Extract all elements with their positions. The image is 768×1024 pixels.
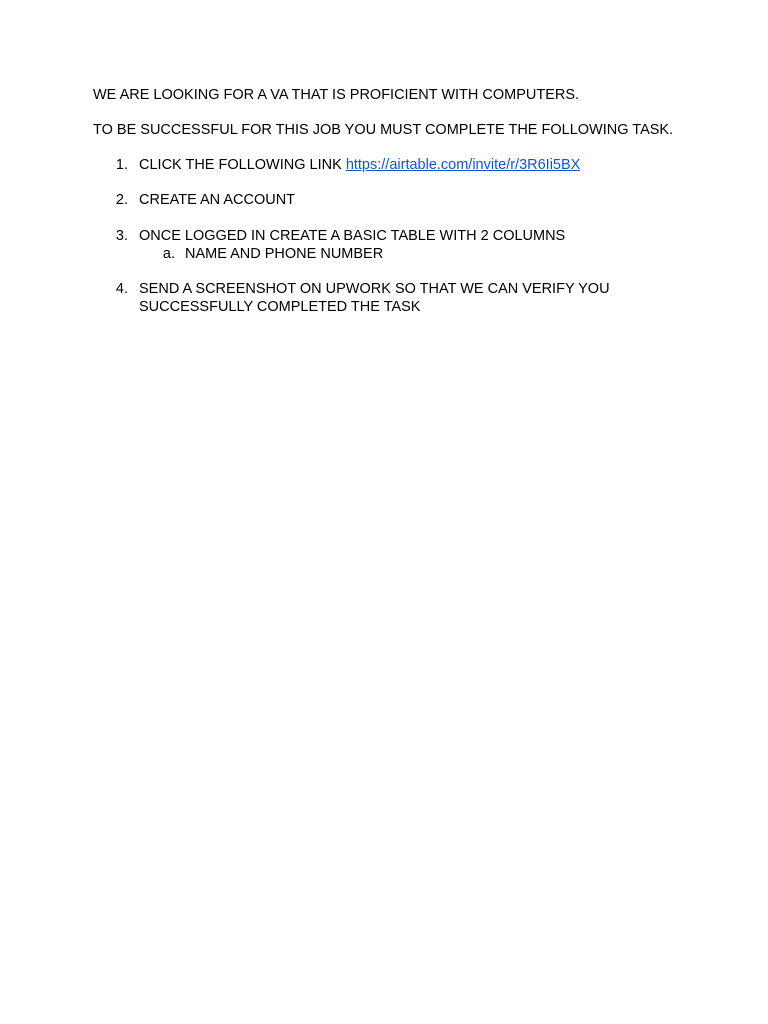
list-marker: 4. [115,281,128,297]
list-item-continuation: SUCCESSFULLY COMPLETED THE TASK [139,299,421,315]
list-item [139,156,580,174]
list-marker: 2. [115,192,128,208]
step-text: CLICK THE FOLLOWING LINK [139,157,346,173]
list-item: CREATE AN ACCOUNT [139,192,296,208]
intro-paragraph: WE ARE LOOKING FOR A VA THAT IS PROFICIENT WITH COMPUTERS. [93,87,580,103]
list-marker: 3. [115,228,128,244]
sublist-item: NAME AND PHONE NUMBER [185,246,384,262]
requirement-paragraph: TO BE SUCCESSFUL FOR THIS JOB YOU MUST COMPLETE THE FOLLOWING TASK. [93,122,674,138]
list-item: SEND A SCREENSHOT ON UPWORK SO THAT WE CAN VERIFY YOU [139,281,610,297]
list-marker: 1. [115,157,128,173]
list-item: ONCE LOGGED IN CREATE A BASIC TABLE WITH 2 COLUMNS [139,228,566,244]
sublist-marker: a. [162,246,175,262]
airtable-invite-link[interactable]: https://airtable.com/invite/r/3R6Ii5BX [345,157,581,173]
